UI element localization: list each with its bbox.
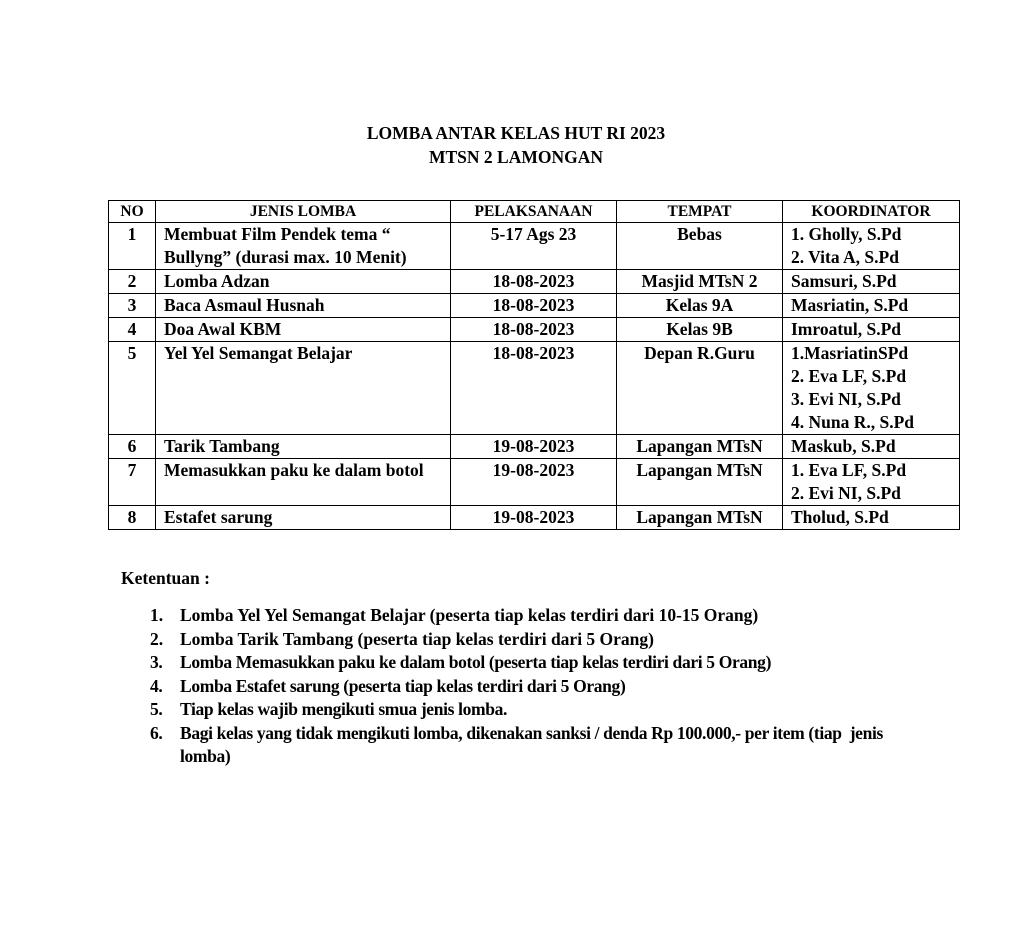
koordinator-name: 3. Evi NI, S.Pd bbox=[791, 389, 901, 409]
cell-koordinator bbox=[783, 506, 960, 530]
cell-pelaksanaan: 18-08-2023 bbox=[451, 342, 617, 435]
cell-jenis-lomba: Memasukkan paku ke dalam botol bbox=[156, 459, 451, 506]
table-body bbox=[109, 223, 960, 530]
ketentuan-item bbox=[150, 651, 910, 675]
koordinator-name: Samsuri, S.Pd bbox=[791, 271, 897, 291]
cell-tempat: Kelas 9A bbox=[617, 294, 783, 318]
cell-no: 2 bbox=[109, 270, 156, 294]
cell-koordinator bbox=[783, 459, 960, 506]
koordinator-name: 1. Gholly, S.Pd bbox=[791, 224, 902, 244]
cell-jenis-lomba: Tarik Tambang bbox=[156, 435, 451, 459]
ketentuan-item-text: Lomba Yel Yel Semangat Belajar (peserta tiap kelas terdiri dari 10-15 Orang) bbox=[180, 605, 759, 625]
cell-jenis-lomba: Yel Yel Semangat Belajar bbox=[156, 342, 451, 435]
koordinator-name: 1.MasriatinSPd bbox=[791, 343, 909, 363]
table-row bbox=[109, 270, 960, 294]
table-header-row bbox=[109, 201, 960, 223]
ketentuan-item-number: 6. bbox=[150, 722, 163, 743]
cell-jenis-lomba: Membuat Film Pendek tema “ Bullyng” (durasi max. 10 Menit) bbox=[156, 223, 451, 270]
cell-koordinator bbox=[783, 294, 960, 318]
koordinator-name: Tholud, S.Pd bbox=[791, 507, 889, 527]
ketentuan-item-text: Lomba Tarik Tambang (peserta tiap kelas terdiri dari 5 Orang) bbox=[180, 628, 654, 649]
ketentuan-item-text: Bagi kelas yang tidak mengikuti lomba, dikenakan sanksi / denda Rp 100.000,- per item (tiap jenis lomba) bbox=[180, 722, 887, 766]
cell-jenis-lomba: Estafet sarung bbox=[156, 506, 451, 530]
table-row bbox=[109, 223, 960, 270]
koordinator-name: 2. Evi NI, S.Pd bbox=[791, 483, 901, 503]
koordinator-name: Imroatul, S.Pd bbox=[791, 319, 902, 339]
cell-no: 8 bbox=[109, 506, 156, 530]
cell-tempat: Masjid MTsN 2 bbox=[617, 270, 783, 294]
header-tempat: TEMPAT bbox=[617, 201, 783, 223]
cell-tempat: Lapangan MTsN bbox=[617, 459, 783, 506]
table-row bbox=[109, 342, 960, 435]
document-title bbox=[0, 121, 1020, 169]
koordinator-name: 1. Eva LF, S.Pd bbox=[791, 460, 907, 480]
cell-no: 6 bbox=[109, 435, 156, 459]
table-row bbox=[109, 318, 960, 342]
header-no: NO bbox=[109, 201, 156, 223]
cell-tempat: Depan R.Guru bbox=[617, 342, 783, 435]
cell-koordinator bbox=[783, 270, 960, 294]
table-row bbox=[109, 459, 960, 506]
ketentuan-heading: Ketentuan : bbox=[121, 568, 210, 588]
cell-pelaksanaan: 18-08-2023 bbox=[451, 318, 617, 342]
cell-no: 1 bbox=[109, 223, 156, 270]
koordinator-name: Maskub, S.Pd bbox=[791, 436, 896, 456]
koordinator-name: 4. Nuna R., S.Pd bbox=[791, 412, 915, 432]
ketentuan-item bbox=[150, 628, 910, 652]
ketentuan-item bbox=[150, 675, 910, 699]
cell-pelaksanaan: 18-08-2023 bbox=[451, 270, 617, 294]
ketentuan-item-text: Lomba Memasukkan paku ke dalam botol (peserta tiap kelas terdiri dari 5 Orang) bbox=[180, 652, 772, 672]
cell-tempat: Lapangan MTsN bbox=[617, 506, 783, 530]
cell-koordinator bbox=[783, 223, 960, 270]
header-jenis-lomba: JENIS LOMBA bbox=[156, 201, 451, 223]
cell-pelaksanaan: 19-08-2023 bbox=[451, 435, 617, 459]
cell-no: 5 bbox=[109, 342, 156, 435]
competition-table bbox=[108, 200, 960, 530]
cell-jenis-lomba: Lomba Adzan bbox=[156, 270, 451, 294]
ketentuan-item bbox=[150, 698, 910, 722]
cell-tempat: Kelas 9B bbox=[617, 318, 783, 342]
ketentuan-item-text: Lomba Estafet sarung (peserta tiap kelas terdiri dari 5 Orang) bbox=[180, 675, 626, 696]
cell-pelaksanaan: 18-08-2023 bbox=[451, 294, 617, 318]
cell-tempat: Lapangan MTsN bbox=[617, 435, 783, 459]
table-row bbox=[109, 506, 960, 530]
header-pelaksanaan: PELAKSANAAN bbox=[451, 201, 617, 223]
koordinator-name: Masriatin, S.Pd bbox=[791, 295, 909, 315]
ketentuan-item-number: 5. bbox=[150, 699, 163, 719]
cell-koordinator bbox=[783, 318, 960, 342]
cell-pelaksanaan: 19-08-2023 bbox=[451, 506, 617, 530]
cell-pelaksanaan: 5-17 Ags 23 bbox=[451, 223, 617, 270]
ketentuan-item bbox=[150, 604, 910, 628]
ketentuan-item-number: 3. bbox=[150, 652, 163, 672]
cell-tempat: Bebas bbox=[617, 223, 783, 270]
table-row bbox=[109, 435, 960, 459]
cell-no: 4 bbox=[109, 318, 156, 342]
koordinator-name: 2. Eva LF, S.Pd bbox=[791, 366, 907, 386]
cell-pelaksanaan: 19-08-2023 bbox=[451, 459, 617, 506]
table-row bbox=[109, 294, 960, 318]
ketentuan-item-number: 2. bbox=[150, 628, 164, 649]
title-line-1: LOMBA ANTAR KELAS HUT RI 2023 bbox=[366, 123, 666, 143]
cell-no: 3 bbox=[109, 294, 156, 318]
cell-koordinator bbox=[783, 342, 960, 435]
cell-jenis-lomba: Doa Awal KBM bbox=[156, 318, 451, 342]
ketentuan-list bbox=[150, 604, 910, 769]
ketentuan-item bbox=[150, 722, 910, 769]
cell-koordinator bbox=[783, 435, 960, 459]
cell-no: 7 bbox=[109, 459, 156, 506]
ketentuan-item-text: Tiap kelas wajib mengikuti smua jenis lomba. bbox=[180, 699, 508, 719]
cell-jenis-lomba: Baca Asmaul Husnah bbox=[156, 294, 451, 318]
ketentuan-item-number: 4. bbox=[150, 675, 163, 696]
ketentuan-item-number: 1. bbox=[150, 605, 164, 625]
header-koordinator: KOORDINATOR bbox=[783, 201, 960, 223]
koordinator-name: 2. Vita A, S.Pd bbox=[791, 247, 899, 267]
title-line-2: MTSN 2 LAMONGAN bbox=[428, 147, 604, 167]
